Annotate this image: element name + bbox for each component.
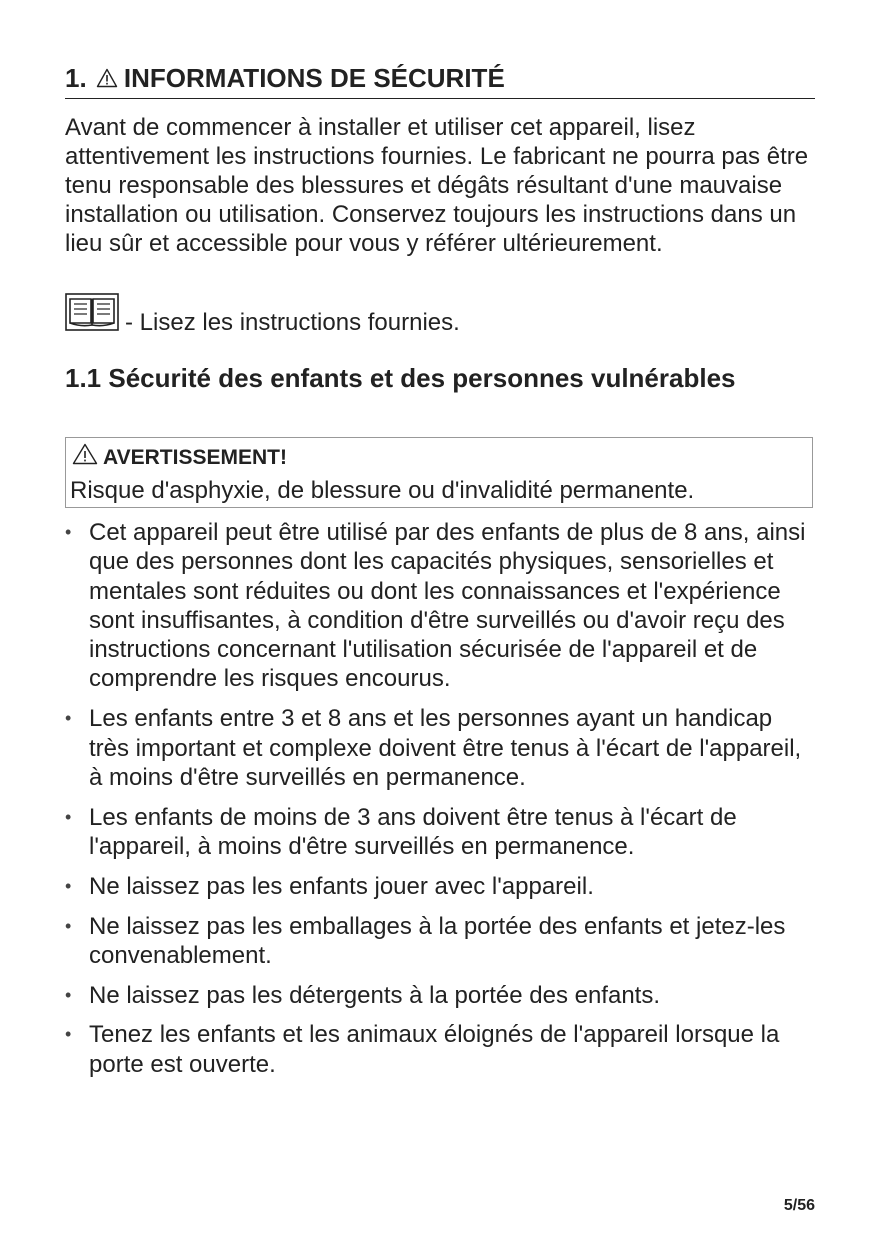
bullet-marker: • bbox=[65, 984, 72, 1005]
open-book-icon bbox=[65, 293, 119, 338]
warning-text: Risque d'asphyxie, de blessure ou d'invalidité permanente. bbox=[70, 477, 695, 504]
section-header bbox=[65, 62, 815, 99]
warning-heading-text: AVERTISSEMENT! bbox=[103, 446, 287, 469]
warning-triangle-icon bbox=[96, 63, 118, 95]
list-item: • Cet appareil peut être utilisé par des enfants de plus de 8 ans, ainsi que des personnes dont les capacités physiques, sensorielles et mentales sont réduites ou dont les connaissances et l'expérience sont insuffisantes, à condition d'être surveillés ou d'avoir reçu des instructions concernant l'utilisation sécurisée de l'appareil et de comprendre les risques encourus. bbox=[65, 519, 806, 693]
warning-box bbox=[65, 437, 813, 508]
page-number: 5/56 bbox=[783, 1197, 815, 1214]
bullet-marker: • bbox=[65, 1024, 72, 1045]
intro-paragraph: Avant de commencer à installer et utiliser cet appareil, lisez attentivement les instructions fournies. Le fabricant ne pourra pas être tenu responsable des blessures et dégâts résultant d'une mauvaise installation ou utilisation. Conservez toujours les instructions dans un lieu sûr et accessible pour vous y référer ultérieurement. bbox=[65, 114, 809, 257]
list-item: • Ne laissez pas les enfants jouer avec l'appareil. bbox=[65, 872, 594, 900]
bullet-marker: • bbox=[65, 708, 72, 729]
safety-bullet-list bbox=[65, 518, 815, 1090]
list-item: • Les enfants de moins de 3 ans doivent être tenus à l'écart de l'appareil, à moins d'être surveillés en permanence. bbox=[65, 803, 737, 860]
warning-heading bbox=[72, 443, 287, 473]
bullet-marker: • bbox=[65, 806, 72, 827]
list-item: • Tenez les enfants et les animaux éloignés de l'appareil lorsque la porte est ouverte. bbox=[65, 1021, 780, 1078]
list-item: • Ne laissez pas les détergents à la portée des enfants. bbox=[65, 981, 661, 1009]
warning-triangle-icon bbox=[72, 443, 98, 473]
bullet-marker: • bbox=[65, 915, 72, 936]
section-title: INFORMATIONS DE SÉCURITÉ bbox=[123, 63, 505, 93]
document-page bbox=[65, 0, 815, 1241]
manual-note-text: - Lisez les instructions fournies. bbox=[125, 309, 460, 336]
bullet-marker: • bbox=[65, 875, 72, 896]
list-item: • Ne laissez pas les emballages à la portée des enfants et jetez-les convenablement. bbox=[65, 912, 786, 969]
manual-note bbox=[65, 298, 460, 338]
bullet-marker: • bbox=[65, 522, 72, 542]
subsection-title: 1.1 Sécurité des enfants et des personnes vulnérables bbox=[65, 363, 736, 393]
list-item: • Les enfants entre 3 et 8 ans et les personnes ayant un handicap très important et complexe doivent être tenus à l'écart de l'appareil, à moins d'être surveillés en permanence. bbox=[65, 705, 802, 791]
section-number: 1. bbox=[65, 63, 87, 93]
page-title bbox=[65, 62, 815, 95]
